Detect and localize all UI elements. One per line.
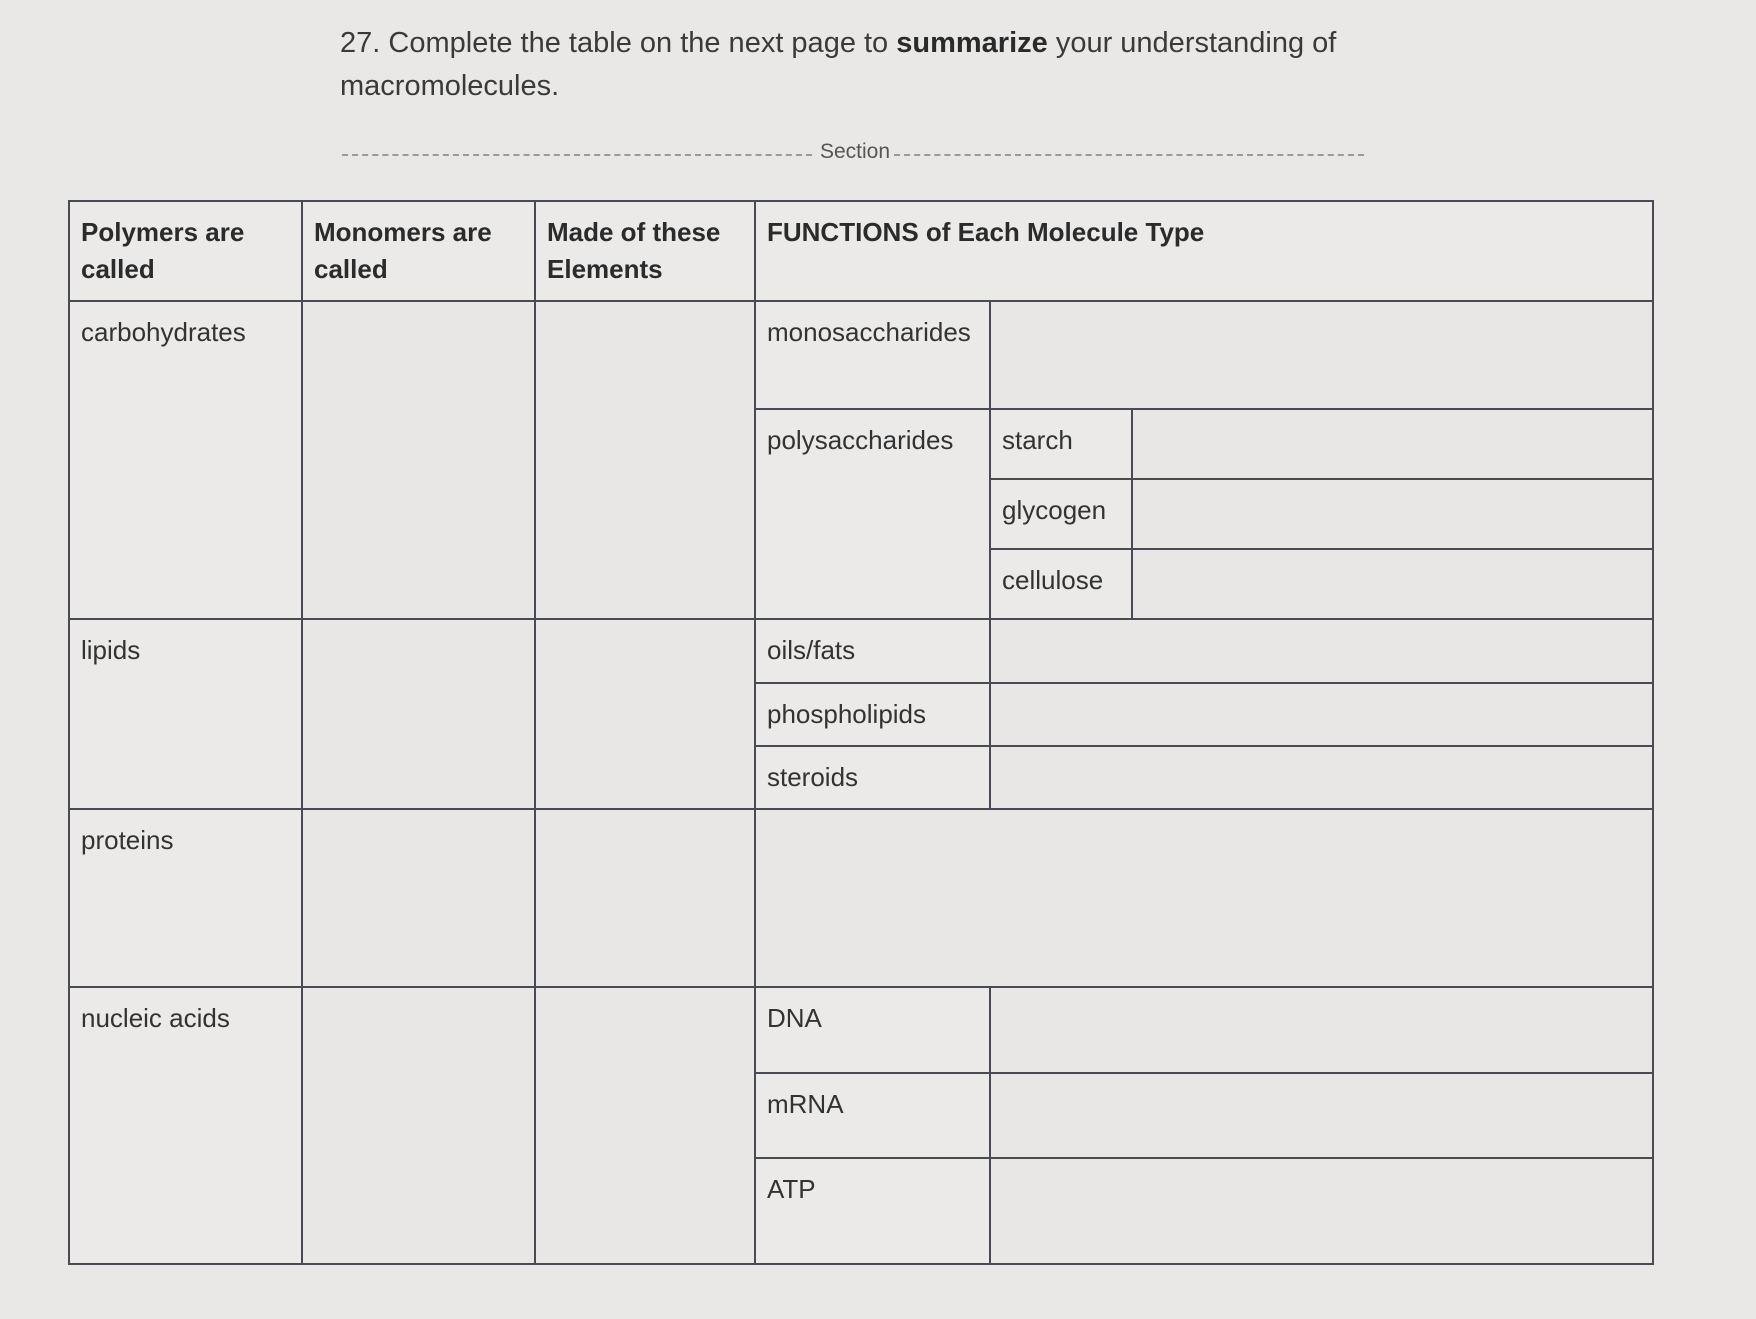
header-polymers: Polymers are called bbox=[69, 201, 302, 301]
question-prompt bbox=[340, 22, 1380, 108]
elements-answer-lipids[interactable] bbox=[535, 619, 755, 809]
monomer-answer-proteins[interactable] bbox=[302, 809, 535, 987]
table-row bbox=[69, 809, 1653, 987]
type-mrna: mRNA bbox=[755, 1073, 990, 1158]
monomer-answer-carbohydrates[interactable] bbox=[302, 301, 535, 619]
function-answer-mrna[interactable] bbox=[990, 1073, 1653, 1158]
subtype-cellulose: cellulose bbox=[990, 549, 1132, 619]
table-row bbox=[69, 987, 1653, 1073]
header-row bbox=[69, 201, 1653, 301]
elements-answer-nucleic-acids[interactable] bbox=[535, 987, 755, 1264]
polymer-lipids: lipids bbox=[69, 619, 302, 809]
function-answer-dna[interactable] bbox=[990, 987, 1653, 1073]
header-functions: FUNCTIONS of Each Molecule Type bbox=[755, 201, 1653, 301]
polymer-proteins: proteins bbox=[69, 809, 302, 987]
type-phospholipids: phospholipids bbox=[755, 683, 990, 746]
elements-answer-carbohydrates[interactable] bbox=[535, 301, 755, 619]
type-atp: ATP bbox=[755, 1158, 990, 1264]
function-answer-oils-fats[interactable] bbox=[990, 619, 1653, 683]
section-divider bbox=[342, 140, 1364, 170]
header-elements: Made of these Elements bbox=[535, 201, 755, 301]
table-row bbox=[69, 301, 1653, 409]
question-emphasis: summarize bbox=[896, 27, 1048, 59]
question-text-after: your understanding of macromolecules. bbox=[340, 27, 1337, 102]
function-answer-monosaccharides[interactable] bbox=[990, 301, 1653, 409]
section-label: Section bbox=[820, 140, 891, 163]
function-answer-cellulose[interactable] bbox=[1132, 549, 1653, 619]
type-oils-fats: oils/fats bbox=[755, 619, 990, 683]
function-answer-phospholipids[interactable] bbox=[990, 683, 1653, 746]
section-dash-left bbox=[342, 154, 812, 156]
type-dna: DNA bbox=[755, 987, 990, 1073]
function-answer-proteins[interactable] bbox=[755, 809, 1653, 987]
subtype-starch: starch bbox=[990, 409, 1132, 479]
section-dash-right bbox=[894, 154, 1364, 156]
type-steroids: steroids bbox=[755, 746, 990, 809]
function-answer-atp[interactable] bbox=[990, 1158, 1653, 1264]
type-monosaccharides: monosaccharides bbox=[755, 301, 990, 409]
type-polysaccharides: polysaccharides bbox=[755, 409, 990, 619]
function-answer-steroids[interactable] bbox=[990, 746, 1653, 809]
monomer-answer-lipids[interactable] bbox=[302, 619, 535, 809]
table-row bbox=[69, 619, 1653, 683]
polymer-carbohydrates: carbohydrates bbox=[69, 301, 302, 619]
header-monomers: Monomers are called bbox=[302, 201, 535, 301]
question-text-before: Complete the table on the next page to bbox=[388, 27, 889, 59]
function-answer-starch[interactable] bbox=[1132, 409, 1653, 479]
polymer-nucleic-acids: nucleic acids bbox=[69, 987, 302, 1264]
function-answer-glycogen[interactable] bbox=[1132, 479, 1653, 549]
monomer-answer-nucleic-acids[interactable] bbox=[302, 987, 535, 1264]
elements-answer-proteins[interactable] bbox=[535, 809, 755, 987]
macromolecule-table bbox=[68, 200, 1654, 1265]
question-number: 27. bbox=[340, 27, 381, 59]
subtype-glycogen: glycogen bbox=[990, 479, 1132, 549]
